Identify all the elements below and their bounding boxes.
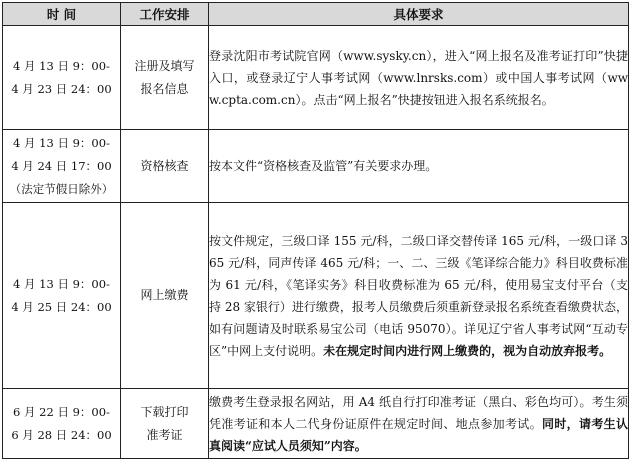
requirements-cell (209, 130, 629, 203)
task-cell (121, 130, 209, 203)
task-line: 注册及填写 (134, 58, 195, 73)
task-cell (121, 26, 209, 130)
task-cell (121, 389, 209, 459)
table-header-row (3, 3, 629, 26)
time-line: （法定节假日除外） (9, 181, 114, 196)
time-cell (3, 130, 121, 203)
header-task: 工作安排 (121, 3, 209, 26)
requirements-text: 按本文件“资格核查及监管”有关要求办理。 (209, 159, 438, 173)
time-line: 4 月 25 日 24：00 (11, 299, 112, 314)
task-line: 下载打印 (140, 404, 189, 419)
requirements-cell (209, 26, 629, 130)
time-cell (3, 26, 121, 130)
table-row (3, 130, 629, 203)
requirements-cell (209, 203, 629, 389)
time-line: 4 月 23 日 24：00 (11, 81, 112, 96)
task-line: 网上缴费 (140, 288, 189, 302)
time-line: 4 月 24 日 17：00 (11, 158, 112, 173)
task-line: 资格核查 (140, 158, 189, 173)
requirements-cell (209, 389, 629, 459)
task-line: 报名信息 (140, 81, 189, 96)
requirements-text: 缴费考生登录报名网站，用 A4 纸自行打印准考证（黑白、彩色均可）。考生须凭准考证和本人二代身份证原件在规定时间、地点参加考试。 (209, 394, 628, 431)
time-line: 6 月 22 日 9：00- (13, 404, 110, 419)
time-line: 4 月 13 日 9：00- (13, 135, 110, 150)
table-row (3, 26, 629, 130)
time-cell (3, 389, 121, 459)
table-row (3, 389, 629, 459)
requirements-bold-text: 未在规定时间内进行网上缴费的，视为自动放弃报考。 (323, 343, 612, 358)
time-line: 6 月 28 日 24：00 (11, 427, 112, 442)
time-line: 4 月 13 日 9：00- (13, 276, 110, 291)
requirements-bold-text: 同时，请考生认真阅读“应试人员须知”内容。 (209, 416, 628, 453)
header-requirements: 具体要求 (209, 3, 629, 26)
schedule-table (2, 2, 629, 459)
task-cell (121, 203, 209, 389)
requirements-text: 登录沈阳市考试院官网（www.sysky.cn），进入“网上报名及准考证打印”快捷入口，或登录辽宁人事考试网（www.lnrsks.com）或中国人事考试网（www.cpta.com.cn）。点击“网上报名”快捷按钮进入报名系统报名。 (209, 48, 628, 107)
task-line: 准考证 (146, 427, 183, 442)
time-cell (3, 203, 121, 389)
header-time: 时 间 (3, 3, 121, 26)
time-line: 4 月 13 日 9：00- (13, 58, 110, 73)
table-row (3, 203, 629, 389)
requirements-text: 按文件规定，三级口译 155 元/科，二级口译交替传译 165 元/科，一级口译 365 元/科，同声传译 465 元/科；一、二、三级《笔译综合能力》科目收费标准为 61 元/科，《笔译实务》科目收费标准为 65 元/科，使用易宝支付平台（支持 28 家银行）进行缴费，报考人员缴费后须重新登录报名系统查看缴费状态，如有问题请及时联系易宝公司（电话 95070）。详见辽宁省人事考试网“互动专区”中网上支付说明。 (209, 233, 628, 358)
